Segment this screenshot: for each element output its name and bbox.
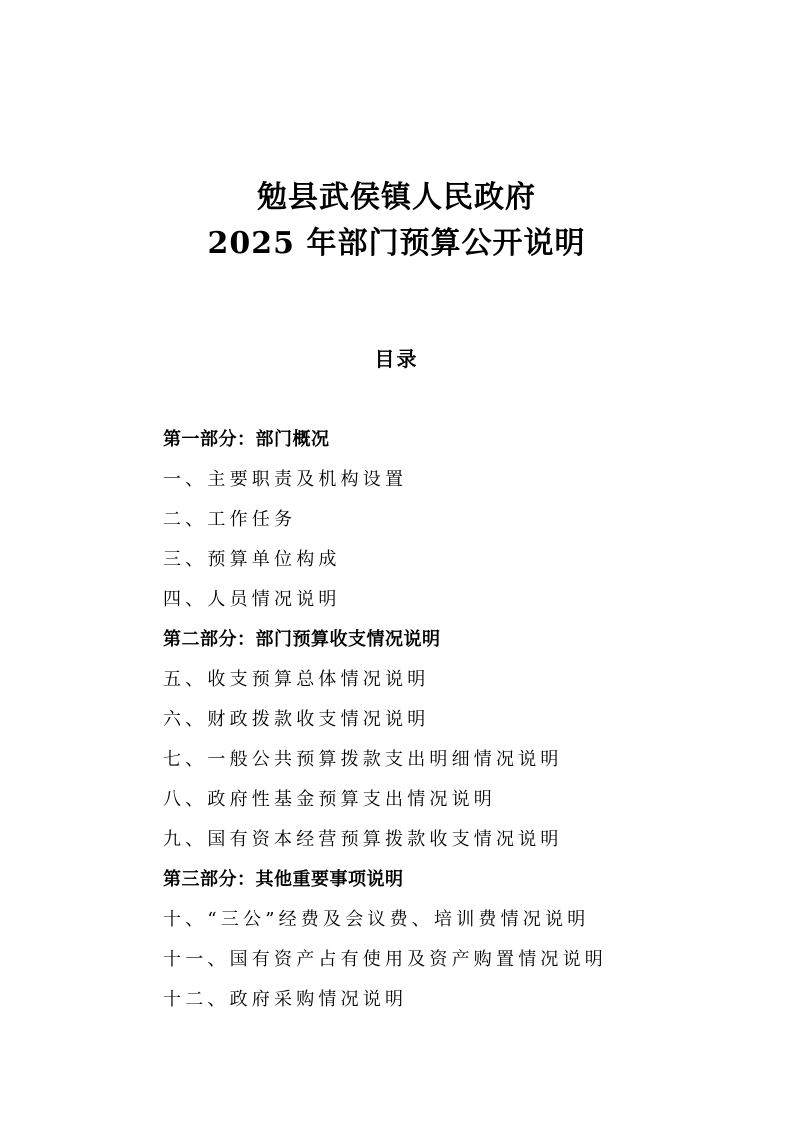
toc-entry-6: 六、财政拨款收支情况说明 xyxy=(163,709,430,730)
toc-heading: 目录 xyxy=(374,347,419,371)
toc-entry-4: 四、人员情况说明 xyxy=(163,589,341,610)
toc-entry-11: 十一、国有资产占有使用及资产购置情况说明 xyxy=(163,949,607,970)
document-title-line-2: 2025 年部门预算公开说明 xyxy=(207,226,586,261)
toc-entry-1: 一、主要职责及机构设置 xyxy=(163,469,408,490)
toc-entry-5: 五、收支预算总体情况说明 xyxy=(163,669,430,690)
toc-entry-12: 十二、政府采购情况说明 xyxy=(163,989,408,1010)
toc-entry-9: 九、国有资本经营预算拨款收支情况说明 xyxy=(163,829,563,850)
toc-entry-2: 二、工作任务 xyxy=(163,509,297,530)
toc-entry-3: 三、预算单位构成 xyxy=(163,549,341,570)
toc-part-3: 第三部分：其他重要事项说明 xyxy=(163,869,404,890)
toc-entry-7: 七、一般公共预算拨款支出明细情况说明 xyxy=(163,749,563,770)
document-title-line-1: 勉县武侯镇人民政府 xyxy=(257,180,536,215)
toc-entry-8: 八、政府性基金预算支出情况说明 xyxy=(163,789,496,810)
toc-part-1: 第一部分：部门概况 xyxy=(163,429,330,450)
toc-part-2: 第二部分：部门预算收支情况说明 xyxy=(163,629,441,650)
toc-entry-10: 十、“三公”经费及会议费、培训费情况说明 xyxy=(163,909,590,930)
